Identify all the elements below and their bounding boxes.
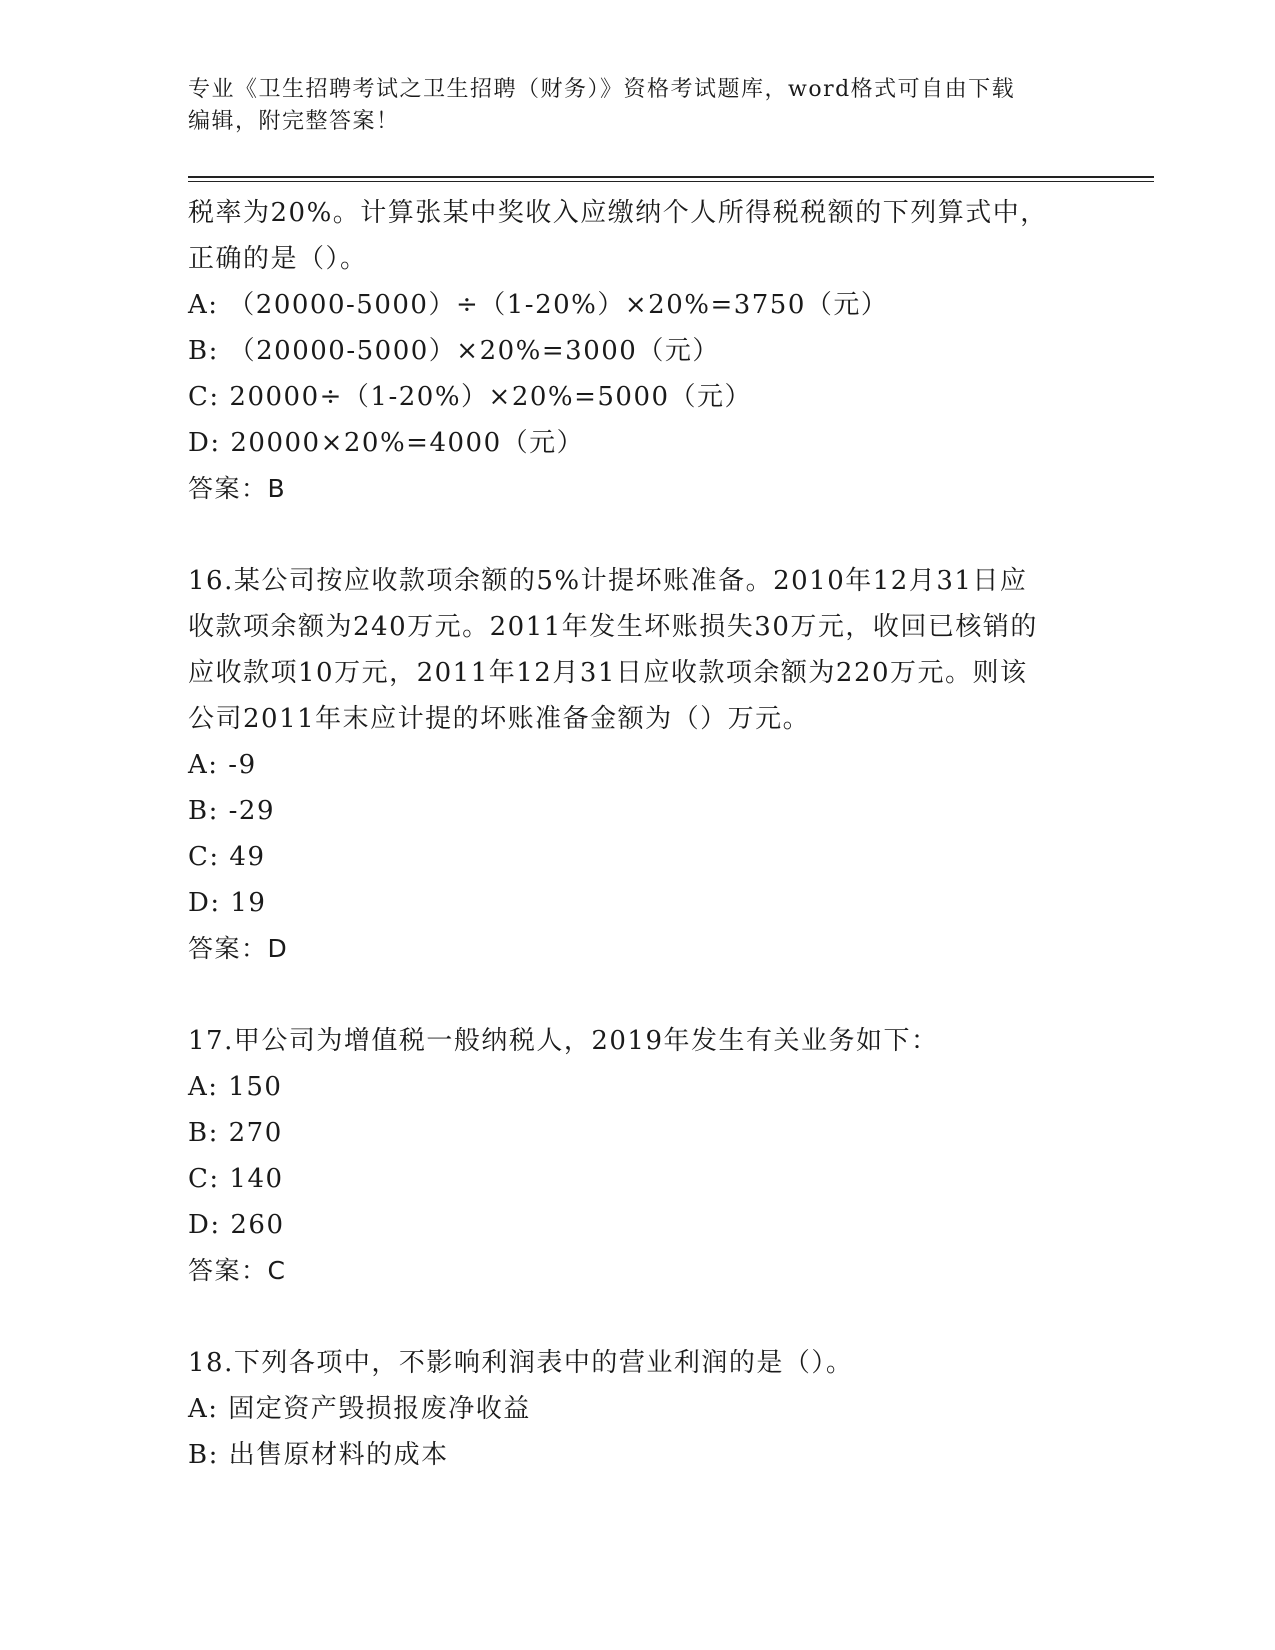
question-stem-line: 16.某公司按应收款项余额的5%计提坏账准备。2010年12月31日应 bbox=[188, 566, 1028, 596]
question-15 bbox=[188, 190, 1088, 512]
answer-line: 答案：D bbox=[188, 934, 289, 963]
spacer bbox=[188, 1294, 1088, 1340]
header-divider-thin bbox=[188, 181, 1154, 182]
option-a: A: 固定资产毁损报废净收益 bbox=[188, 1394, 531, 1424]
question-16 bbox=[188, 558, 1088, 972]
header-divider-thick bbox=[188, 176, 1154, 178]
option-d: D: 20000×20%=4000（元） bbox=[188, 428, 585, 458]
option-c: C: 140 bbox=[188, 1164, 284, 1194]
option-b: B: 270 bbox=[188, 1118, 283, 1148]
document-body bbox=[188, 190, 1088, 1478]
answer-line: 答案：C bbox=[188, 1256, 287, 1285]
question-18 bbox=[188, 1340, 1088, 1478]
option-b: B: 出售原材料的成本 bbox=[188, 1440, 449, 1470]
question-stem-line: 税率为20%。计算张某中奖收入应缴纳个人所得税税额的下列算式中， bbox=[188, 198, 1048, 228]
header-line-2: 编辑，附完整答案！ bbox=[188, 109, 400, 134]
question-stem-line: 应收款项10万元，2011年12月31日应收款项余额为220万元。则该 bbox=[188, 658, 1028, 688]
question-stem-line: 收款项余额为240万元。2011年发生坏账损失30万元，收回已核销的 bbox=[188, 612, 1038, 642]
question-17 bbox=[188, 1018, 1088, 1294]
option-b: B: （20000-5000）×20%=3000（元） bbox=[188, 336, 720, 366]
option-a: A: （20000-5000）÷（1-20%）×20%=3750（元） bbox=[188, 290, 889, 320]
header-line-1: 专业《卫生招聘考试之卫生招聘（财务）》资格考试题库，word格式可自由下载 bbox=[188, 77, 1016, 102]
option-c: C: 49 bbox=[188, 842, 266, 872]
spacer bbox=[188, 512, 1088, 558]
option-d: D: 260 bbox=[188, 1210, 285, 1240]
question-stem-line: 公司2011年末应计提的坏账准备金额为（）万元。 bbox=[188, 704, 811, 734]
document-header bbox=[188, 74, 1088, 138]
option-b: B: -29 bbox=[188, 796, 275, 826]
answer-line: 答案：B bbox=[188, 474, 287, 503]
question-stem-line: 17.甲公司为增值税一般纳税人，2019年发生有关业务如下： bbox=[188, 1026, 939, 1056]
option-d: D: 19 bbox=[188, 888, 267, 918]
option-a: A: -9 bbox=[188, 750, 257, 780]
question-stem-line: 正确的是（）。 bbox=[188, 244, 368, 274]
option-c: C: 20000÷（1-20%）×20%=5000（元） bbox=[188, 382, 753, 412]
question-stem-line: 18.下列各项中，不影响利润表中的营业利润的是（）。 bbox=[188, 1348, 854, 1378]
spacer bbox=[188, 972, 1088, 1018]
option-a: A: 150 bbox=[188, 1072, 283, 1102]
